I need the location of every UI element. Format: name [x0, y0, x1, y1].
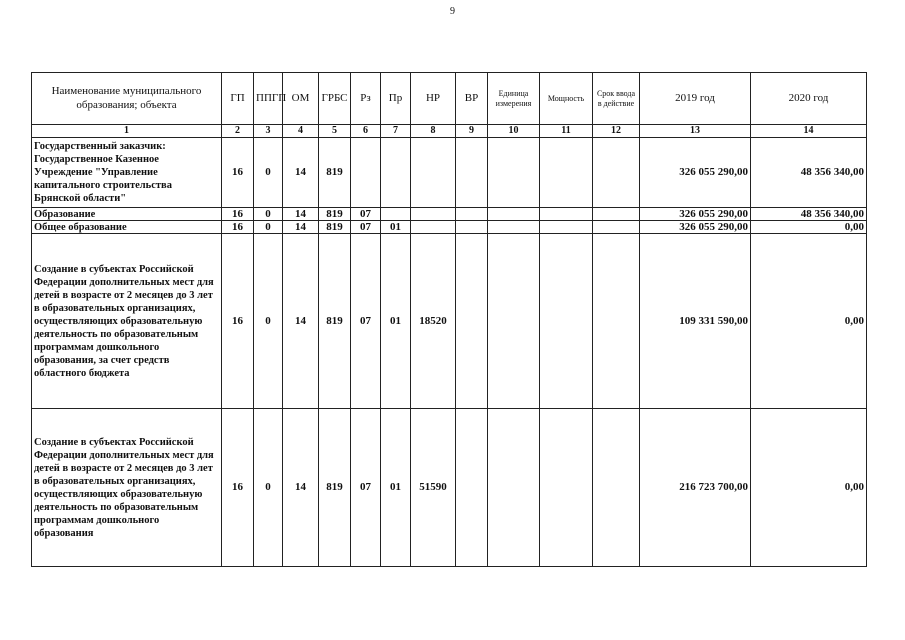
row-nr: [411, 221, 456, 234]
row-rz: 07: [351, 221, 381, 234]
row-gp: 16: [222, 208, 254, 221]
header-om: ОМ: [283, 73, 319, 125]
row-ppgp: 0: [254, 221, 283, 234]
column-number: 12: [593, 125, 640, 138]
header-row: [32, 73, 867, 125]
row-vr: [456, 138, 488, 208]
row-rz: [351, 138, 381, 208]
row-ppgp: 0: [254, 208, 283, 221]
header-2020: 2020 год: [751, 73, 867, 125]
header-2019: 2019 год: [640, 73, 751, 125]
row-om: 14: [283, 409, 319, 567]
row-pr: [381, 138, 411, 208]
header-gp: ГП: [222, 73, 254, 125]
row-name: Создание в субъектах Российской Федерации дополнительных мест для детей в возрасте от 2 месяцев до 3 лет в образовательных организациях, осуществляющих образовательную деятельность по образовательным программам дошкольного образования, за счет средств областного бюджета: [32, 234, 222, 409]
row-2019: 109 331 590,00: [640, 234, 751, 409]
column-number: 7: [381, 125, 411, 138]
column-number: 5: [319, 125, 351, 138]
row-unit: [488, 138, 540, 208]
row-gp: 16: [222, 138, 254, 208]
column-number: 3: [254, 125, 283, 138]
header-term: Срок ввода в действие: [593, 73, 640, 125]
row-capacity: [540, 208, 593, 221]
table-row-customer: [32, 138, 867, 208]
row-2019: 326 055 290,00: [640, 208, 751, 221]
header-grbs: ГРБС: [319, 73, 351, 125]
row-rz: 07: [351, 234, 381, 409]
column-number: 4: [283, 125, 319, 138]
header-pr: Пр: [381, 73, 411, 125]
row-grbs: 819: [319, 221, 351, 234]
row-rz: 07: [351, 409, 381, 567]
row-capacity: [540, 234, 593, 409]
row-2019: 326 055 290,00: [640, 221, 751, 234]
table-row-general-education: [32, 221, 867, 234]
row-ppgp: 0: [254, 138, 283, 208]
row-pr: [381, 208, 411, 221]
row-grbs: 819: [319, 234, 351, 409]
row-nr: [411, 208, 456, 221]
row-name: Образование: [32, 208, 222, 221]
row-2019: 216 723 700,00: [640, 409, 751, 567]
header-name: Наименование муниципального образования; объекта: [32, 73, 222, 125]
row-term: [593, 409, 640, 567]
row-pr: 01: [381, 409, 411, 567]
row-2020: 0,00: [751, 221, 867, 234]
column-number-row: [32, 125, 867, 138]
row-om: 14: [283, 234, 319, 409]
row-unit: [488, 234, 540, 409]
row-term: [593, 208, 640, 221]
row-om: 14: [283, 208, 319, 221]
column-number: 14: [751, 125, 867, 138]
row-rz: 07: [351, 208, 381, 221]
row-gp: 16: [222, 234, 254, 409]
row-unit: [488, 221, 540, 234]
row-name: Общее образование: [32, 221, 222, 234]
row-name: Создание в субъектах Российской Федерации дополнительных мест для детей в возрасте от 2 месяцев до 3 лет в образовательных организациях, осуществляющих образовательную деятельность по образовательным программам дошкольного образования: [32, 409, 222, 567]
row-grbs: 819: [319, 409, 351, 567]
row-grbs: 819: [319, 208, 351, 221]
table-row-project-51590: [32, 409, 867, 567]
row-om: 14: [283, 138, 319, 208]
row-capacity: [540, 409, 593, 567]
row-nr: [411, 138, 456, 208]
column-number: 11: [540, 125, 593, 138]
header-vr: ВР: [456, 73, 488, 125]
table-row-education: [32, 208, 867, 221]
row-vr: [456, 221, 488, 234]
row-gp: 16: [222, 221, 254, 234]
row-2020: 48 356 340,00: [751, 208, 867, 221]
row-2020: 48 356 340,00: [751, 138, 867, 208]
column-number: 10: [488, 125, 540, 138]
row-ppgp: 0: [254, 409, 283, 567]
column-number: 9: [456, 125, 488, 138]
row-vr: [456, 409, 488, 567]
row-name: Государственный заказчик: Государственное Казенное Учреждение "Управление капитального строительства Брянской области": [32, 138, 222, 208]
row-term: [593, 234, 640, 409]
row-capacity: [540, 138, 593, 208]
row-2019: 326 055 290,00: [640, 138, 751, 208]
column-number: 8: [411, 125, 456, 138]
header-unit: Единица измерения: [488, 73, 540, 125]
row-ppgp: 0: [254, 234, 283, 409]
header-ppgp: ППГП: [254, 73, 283, 125]
row-pr: 01: [381, 221, 411, 234]
row-vr: [456, 208, 488, 221]
row-nr: 18520: [411, 234, 456, 409]
row-unit: [488, 409, 540, 567]
column-number: 13: [640, 125, 751, 138]
column-number: 2: [222, 125, 254, 138]
header-capacity: Мощность: [540, 73, 593, 125]
row-term: [593, 138, 640, 208]
row-term: [593, 221, 640, 234]
row-grbs: 819: [319, 138, 351, 208]
row-gp: 16: [222, 409, 254, 567]
row-capacity: [540, 221, 593, 234]
row-om: 14: [283, 221, 319, 234]
budget-table: [31, 72, 867, 567]
row-2020: 0,00: [751, 409, 867, 567]
row-vr: [456, 234, 488, 409]
row-nr: 51590: [411, 409, 456, 567]
header-nr: НР: [411, 73, 456, 125]
page-number: 9: [450, 6, 455, 17]
row-unit: [488, 208, 540, 221]
column-number: 6: [351, 125, 381, 138]
table-row-project-18520: [32, 234, 867, 409]
header-rz: Рз: [351, 73, 381, 125]
column-number: 1: [32, 125, 222, 138]
row-pr: 01: [381, 234, 411, 409]
row-2020: 0,00: [751, 234, 867, 409]
